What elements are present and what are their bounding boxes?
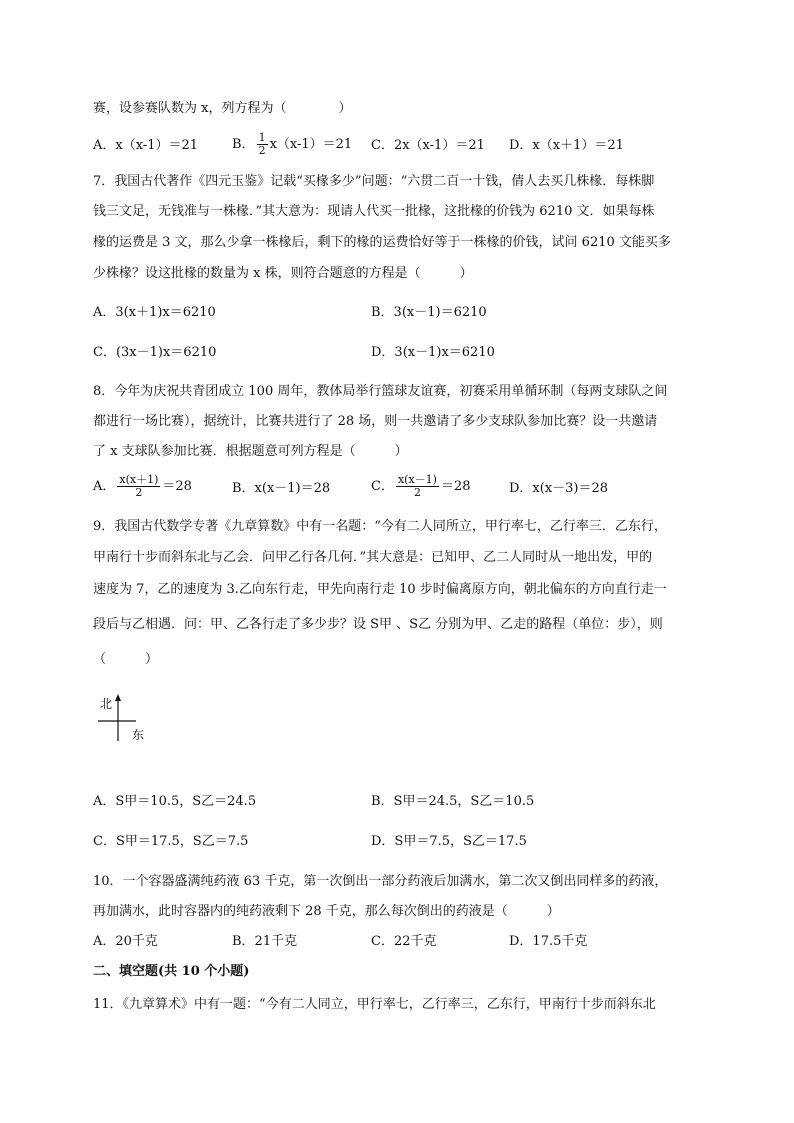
q9-option-d: D．S甲＝7.5，S乙＝17.5 [371, 834, 527, 849]
q11-line-1: 11．《九章算术》中有一题：“今有二人同立，甲行率七，乙行率三，乙东行，甲南行十步而斜东北 [93, 997, 656, 1012]
q9-line-5: （ ） [93, 652, 159, 667]
q7-line-3: 椽的运费是 3 文，那么少拿一株椽后，剩下的椽的运费恰好等于一株椽的价钱，试问 6210 文能买多 [93, 235, 671, 250]
q6-option-b [232, 132, 352, 157]
q7-option-b: B．3(x－1)＝6210 [371, 305, 487, 320]
north-arrow-icon [115, 694, 121, 701]
q6-text-end: 赛，设参赛队数为 x，列方程为（ ） [93, 101, 352, 116]
q8-option-c-fraction [396, 474, 439, 499]
q10-option-a: A．20千克 [93, 934, 158, 949]
q7-option-d: D．3(x－1)x＝6210 [371, 345, 495, 360]
q9-line-4: 段后与乙相遇．问：甲、乙各行走了多少步？设 S甲 、S乙 分别为甲、乙走的路程（单位：步），则 [93, 617, 663, 632]
q9-option-b: B．S甲＝24.5，S乙＝10.5 [371, 794, 535, 809]
fraction-denominator: 2 [135, 486, 143, 499]
fraction-denominator: 2 [413, 486, 421, 499]
q10-option-d: D．17.5千克 [509, 934, 588, 949]
q8-option-a-fraction [117, 474, 160, 499]
fraction-numerator: x(x＋1) [119, 473, 159, 486]
q7-line-1: 7．我国古代著作《四元玉鉴》记载“买椽多少”问题：“六贯二百一十钱，倩人去买几株椽．每株脚 [93, 174, 655, 189]
q8-option-c [371, 474, 471, 499]
north-label: 北 [100, 697, 113, 711]
q8-option-c-suffix: ＝28 [440, 479, 471, 494]
q10-option-c: C．22千克 [371, 934, 437, 949]
q8-option-a-suffix: ＝28 [162, 479, 192, 494]
q7-option-a: A．3(x＋1)x＝6210 [93, 305, 216, 320]
q7-line-4: 少株椽？设这批椽的数量为 x 株，则符合题意的方程是（ ） [93, 266, 473, 281]
q8-line-2: 都进行一场比赛），据统计，比赛共进行了 28 场，则一共邀请了多少支球队参加比赛？设一共邀请 [93, 414, 658, 429]
q7-option-c: C．(3x－1)x＝6210 [93, 345, 217, 360]
q10-option-b: B．21千克 [232, 934, 298, 949]
section-heading-fill-in: 二、填空题(共 10 个小题) [93, 964, 250, 979]
q6-option-d: D．x（x＋1）＝21 [509, 138, 624, 153]
q8-option-d: D．x(x－3)＝28 [509, 481, 609, 496]
q9-line-1: 9．我国古代数学专著《九章算数》中有一名题：“今有二人同所立，甲行率七，乙行率三．乙东行， [93, 519, 667, 534]
q6-option-b-suffix: x（x-1）＝21 [269, 137, 353, 152]
q8-line-3: 了 x 支球队参加比赛．根据题意可列方程是（ ） [93, 444, 408, 459]
fraction-denominator: 2 [258, 144, 266, 157]
fraction-numerator: 1 [258, 131, 266, 144]
q8-line-1: 8．今年为庆祝共青团成立 100 周年，教体局举行篮球友谊赛，初赛采用单循环制（每两支球队之间 [93, 384, 668, 399]
q6-option-b-fraction [257, 132, 268, 157]
q7-line-2: 钱三文足，无钱准与一株椽．”其大意为：现请人代买一批椽，这批椽的价钱为 6210 文．如果每株 [93, 204, 655, 219]
q8-option-a [93, 474, 192, 499]
q10-line-2: 再加满水，此时容器内的纯药液剩下 28 千克，那么每次倒出的药液是（ ） [93, 904, 560, 919]
q9-line-2: 甲南行十步而斜东北与乙会．问甲乙行各几何．”其大意是：已知甲、乙二人同时从一地出发，甲的 [93, 550, 653, 565]
q9-line-3: 速度为 7，乙的速度为 3.乙向东行走，甲先向南行走 10 步时偏离原方向，朝北偏东的方向直行走一 [93, 582, 667, 597]
fraction-numerator: x(x－1) [397, 473, 437, 486]
q9-option-a: A．S甲＝10.5，S乙＝24.5 [93, 794, 257, 809]
east-label: 东 [132, 728, 145, 742]
q8-option-c-prefix: C． [371, 479, 394, 494]
q6-option-c: C．2x（x-1）＝21 [371, 138, 485, 153]
q9-option-c: C．S甲＝17.5，S乙＝7.5 [93, 834, 249, 849]
q8-option-b: B．x(x－1)＝28 [232, 481, 331, 496]
q8-option-a-prefix: A． [93, 479, 116, 494]
q10-line-1: 10．一个容器盛满纯药液 63 千克，第一次倒出一部分药液后加满水，第二次又倒出同样多的药液， [93, 874, 668, 889]
q6-option-b-prefix: B． [232, 137, 255, 152]
compass-diagram [96, 693, 156, 743]
q6-option-a: A．x（x-1）＝21 [93, 138, 199, 153]
